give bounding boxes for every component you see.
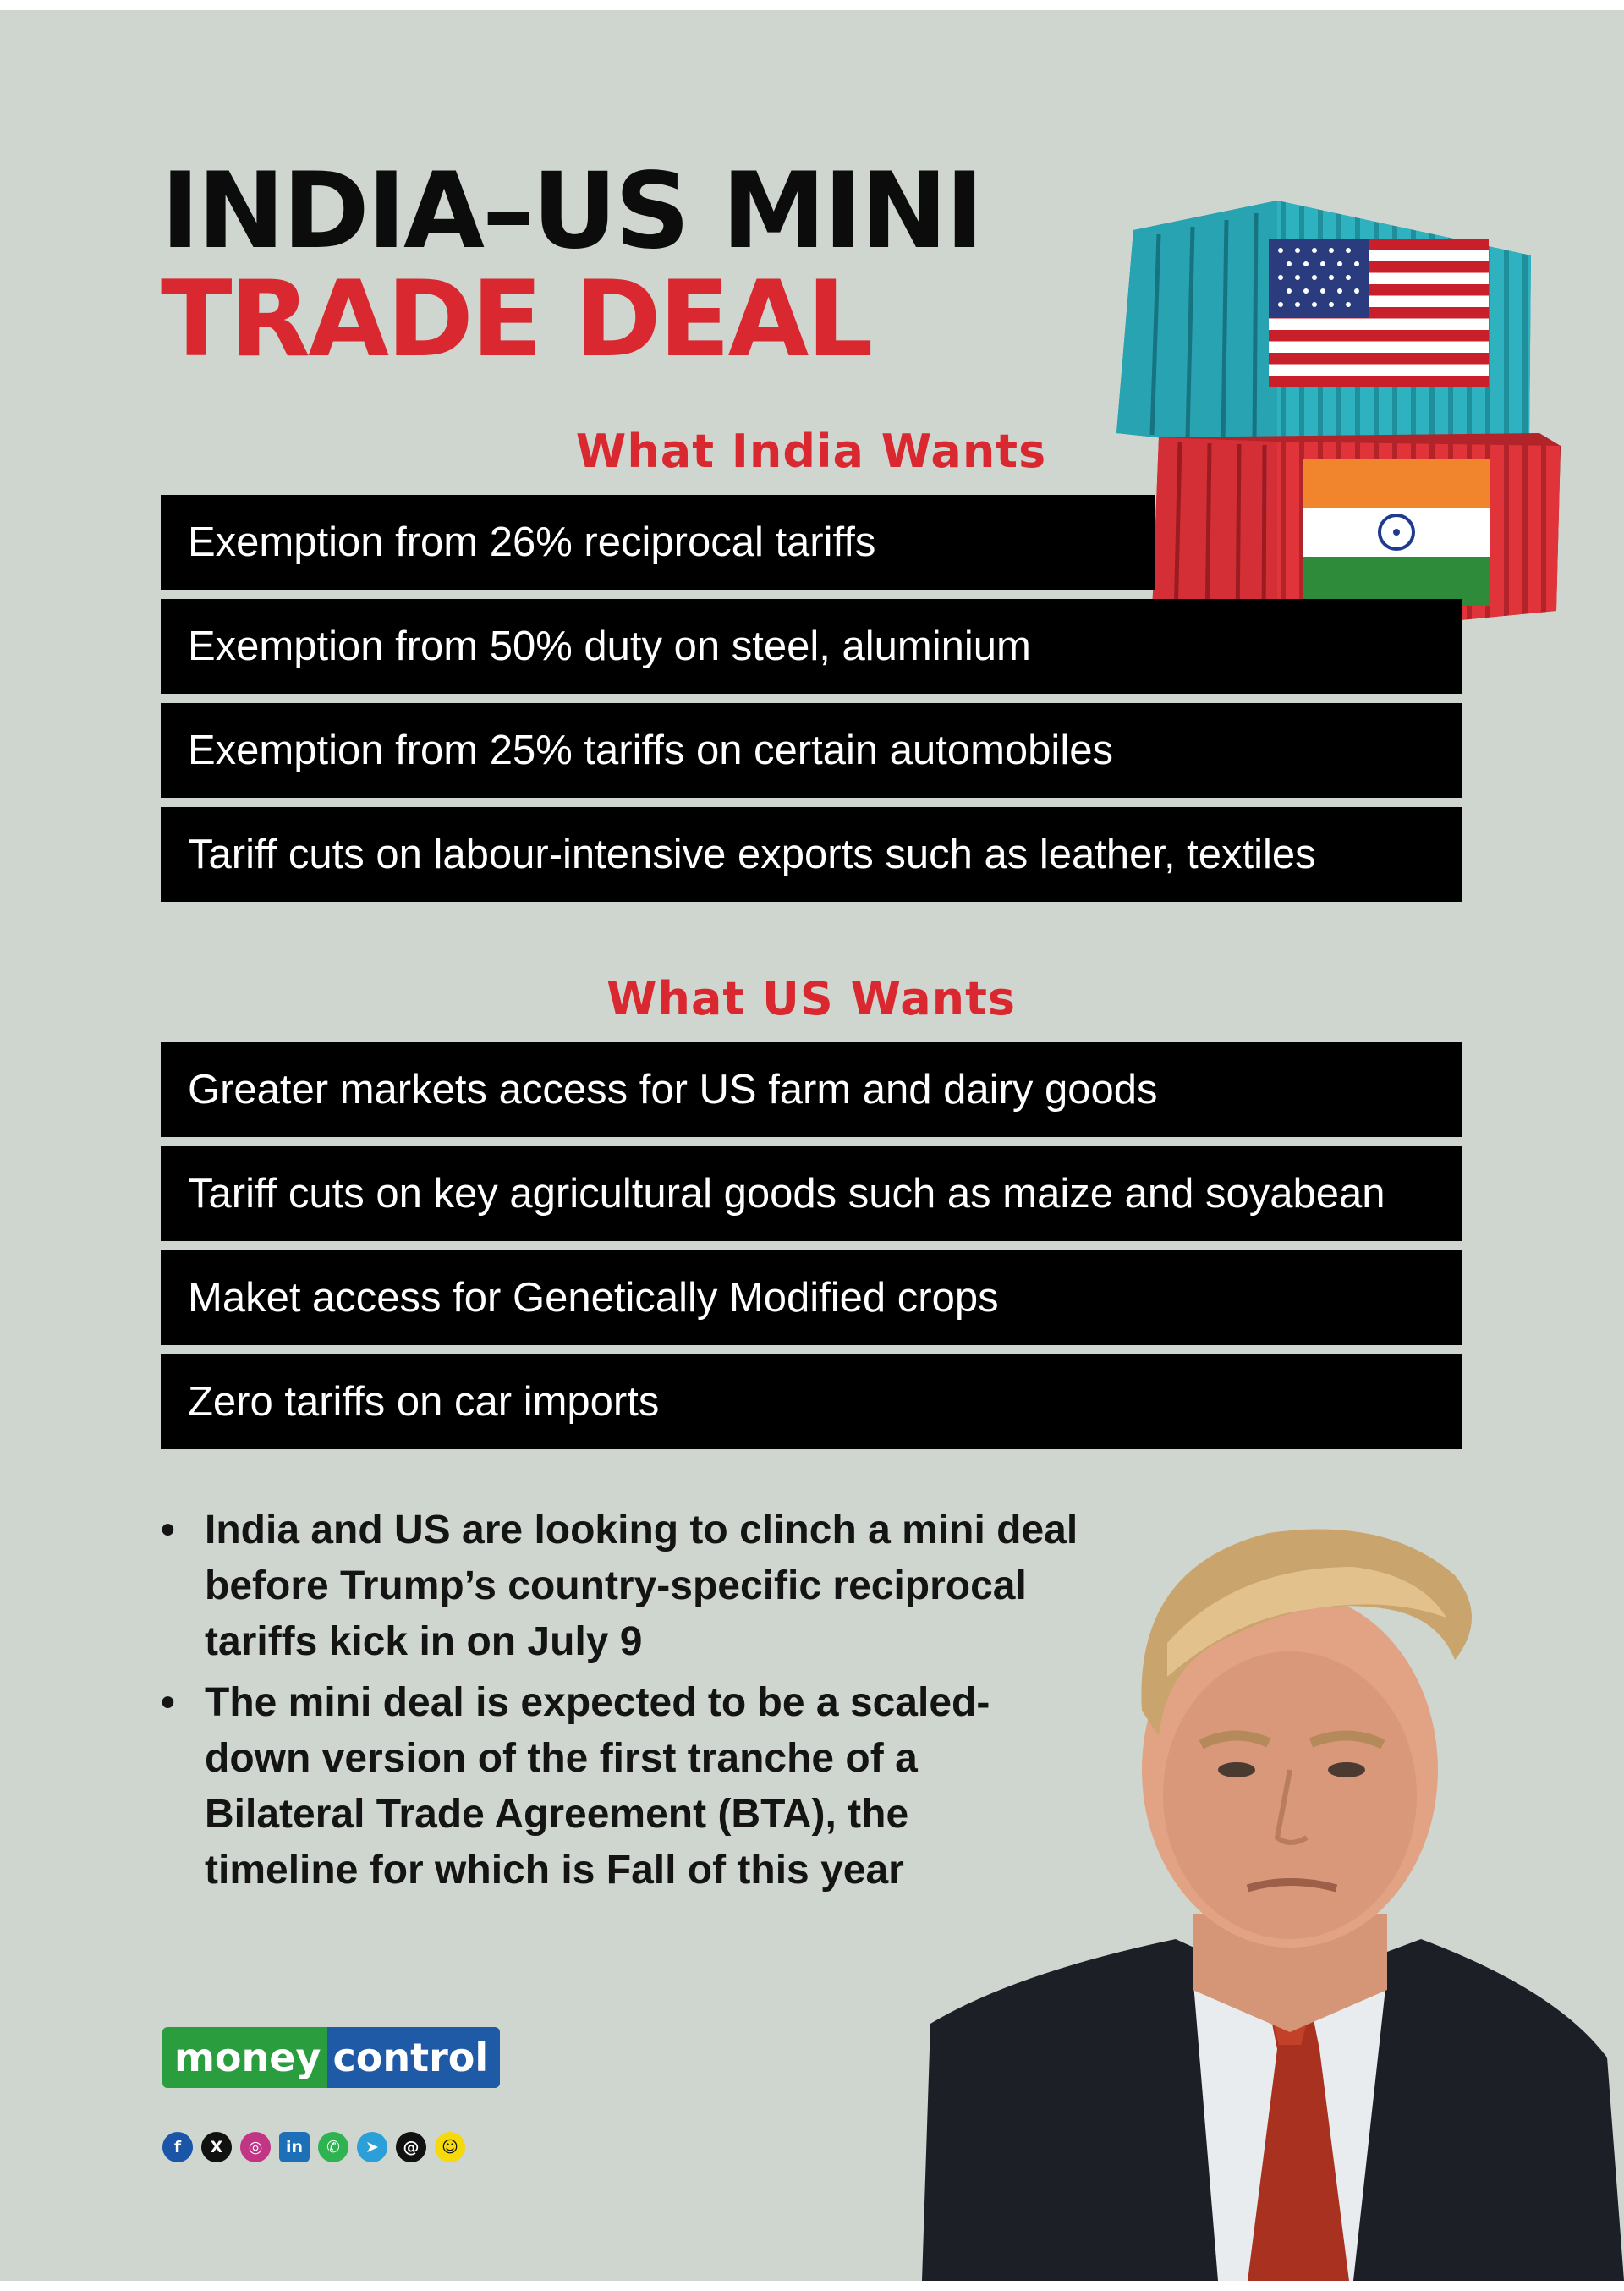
whatsapp-icon[interactable]: ✆ bbox=[318, 2132, 348, 2162]
india-want-item: Exemption from 50% duty on steel, aluminium bbox=[161, 599, 1462, 694]
note-item: • India and US are looking to clinch a mini deal before Trump’s country-specific reciprocal tariffs kick in on July 9 bbox=[161, 1508, 1078, 1664]
us-want-item: Maket access for Genetically Modified crops bbox=[161, 1250, 1462, 1345]
title-line-2: TRADE DEAL bbox=[161, 259, 871, 381]
x-icon[interactable]: X bbox=[201, 2132, 232, 2162]
infographic bbox=[0, 10, 1624, 2281]
title-line-1: INDIA–US MINI bbox=[161, 151, 982, 272]
social-icons bbox=[162, 2132, 465, 2162]
logo-part-money: money bbox=[162, 2027, 327, 2088]
linkedin-icon[interactable]: in bbox=[279, 2132, 310, 2162]
note-text: The mini deal is expected to be a scaled-down version of the first tranche of a Bilateral Trade Agreement (BTA), the timeline for which is Fall of this year bbox=[205, 1680, 990, 1893]
telegram-icon[interactable]: ➤ bbox=[357, 2132, 387, 2162]
india-want-item: Exemption from 26% reciprocal tariffs bbox=[161, 495, 1155, 590]
india-wants-heading: What India Wants bbox=[575, 425, 1047, 478]
instagram-icon[interactable]: ◎ bbox=[240, 2132, 271, 2162]
india-want-item: Exemption from 25% tariffs on certain automobiles bbox=[161, 703, 1462, 798]
note-text: India and US are looking to clinch a mini deal before Trump’s country-specific reciprocal tariffs kick in on July 9 bbox=[205, 1508, 1078, 1664]
portrait-illustration bbox=[914, 1516, 1624, 2281]
india-want-item: Tariff cuts on labour-intensive exports such as leather, textiles bbox=[161, 807, 1462, 902]
us-wants-heading: What US Wants bbox=[606, 972, 1017, 1025]
logo-part-control: control bbox=[327, 2027, 500, 2088]
facebook-icon[interactable]: f bbox=[162, 2132, 193, 2162]
us-flag-icon bbox=[1269, 239, 1489, 387]
note-item: • The mini deal is expected to be a scaled-down version of the first tranche of a Bilateral Trade Agreement (BTA), the timeline for which is Fall of this year bbox=[161, 1680, 990, 1893]
snapchat-icon[interactable]: ☺ bbox=[435, 2132, 465, 2162]
india-flag-icon bbox=[1303, 459, 1490, 606]
us-want-item: Zero tariffs on car imports bbox=[161, 1354, 1462, 1449]
threads-icon[interactable]: @ bbox=[396, 2132, 426, 2162]
us-want-item: Greater markets access for US farm and dairy goods bbox=[161, 1042, 1462, 1137]
shipping-containers-illustration bbox=[1100, 188, 1573, 653]
moneycontrol-logo bbox=[162, 2027, 500, 2088]
us-want-item: Tariff cuts on key agricultural goods such as maize and soyabean bbox=[161, 1146, 1462, 1241]
